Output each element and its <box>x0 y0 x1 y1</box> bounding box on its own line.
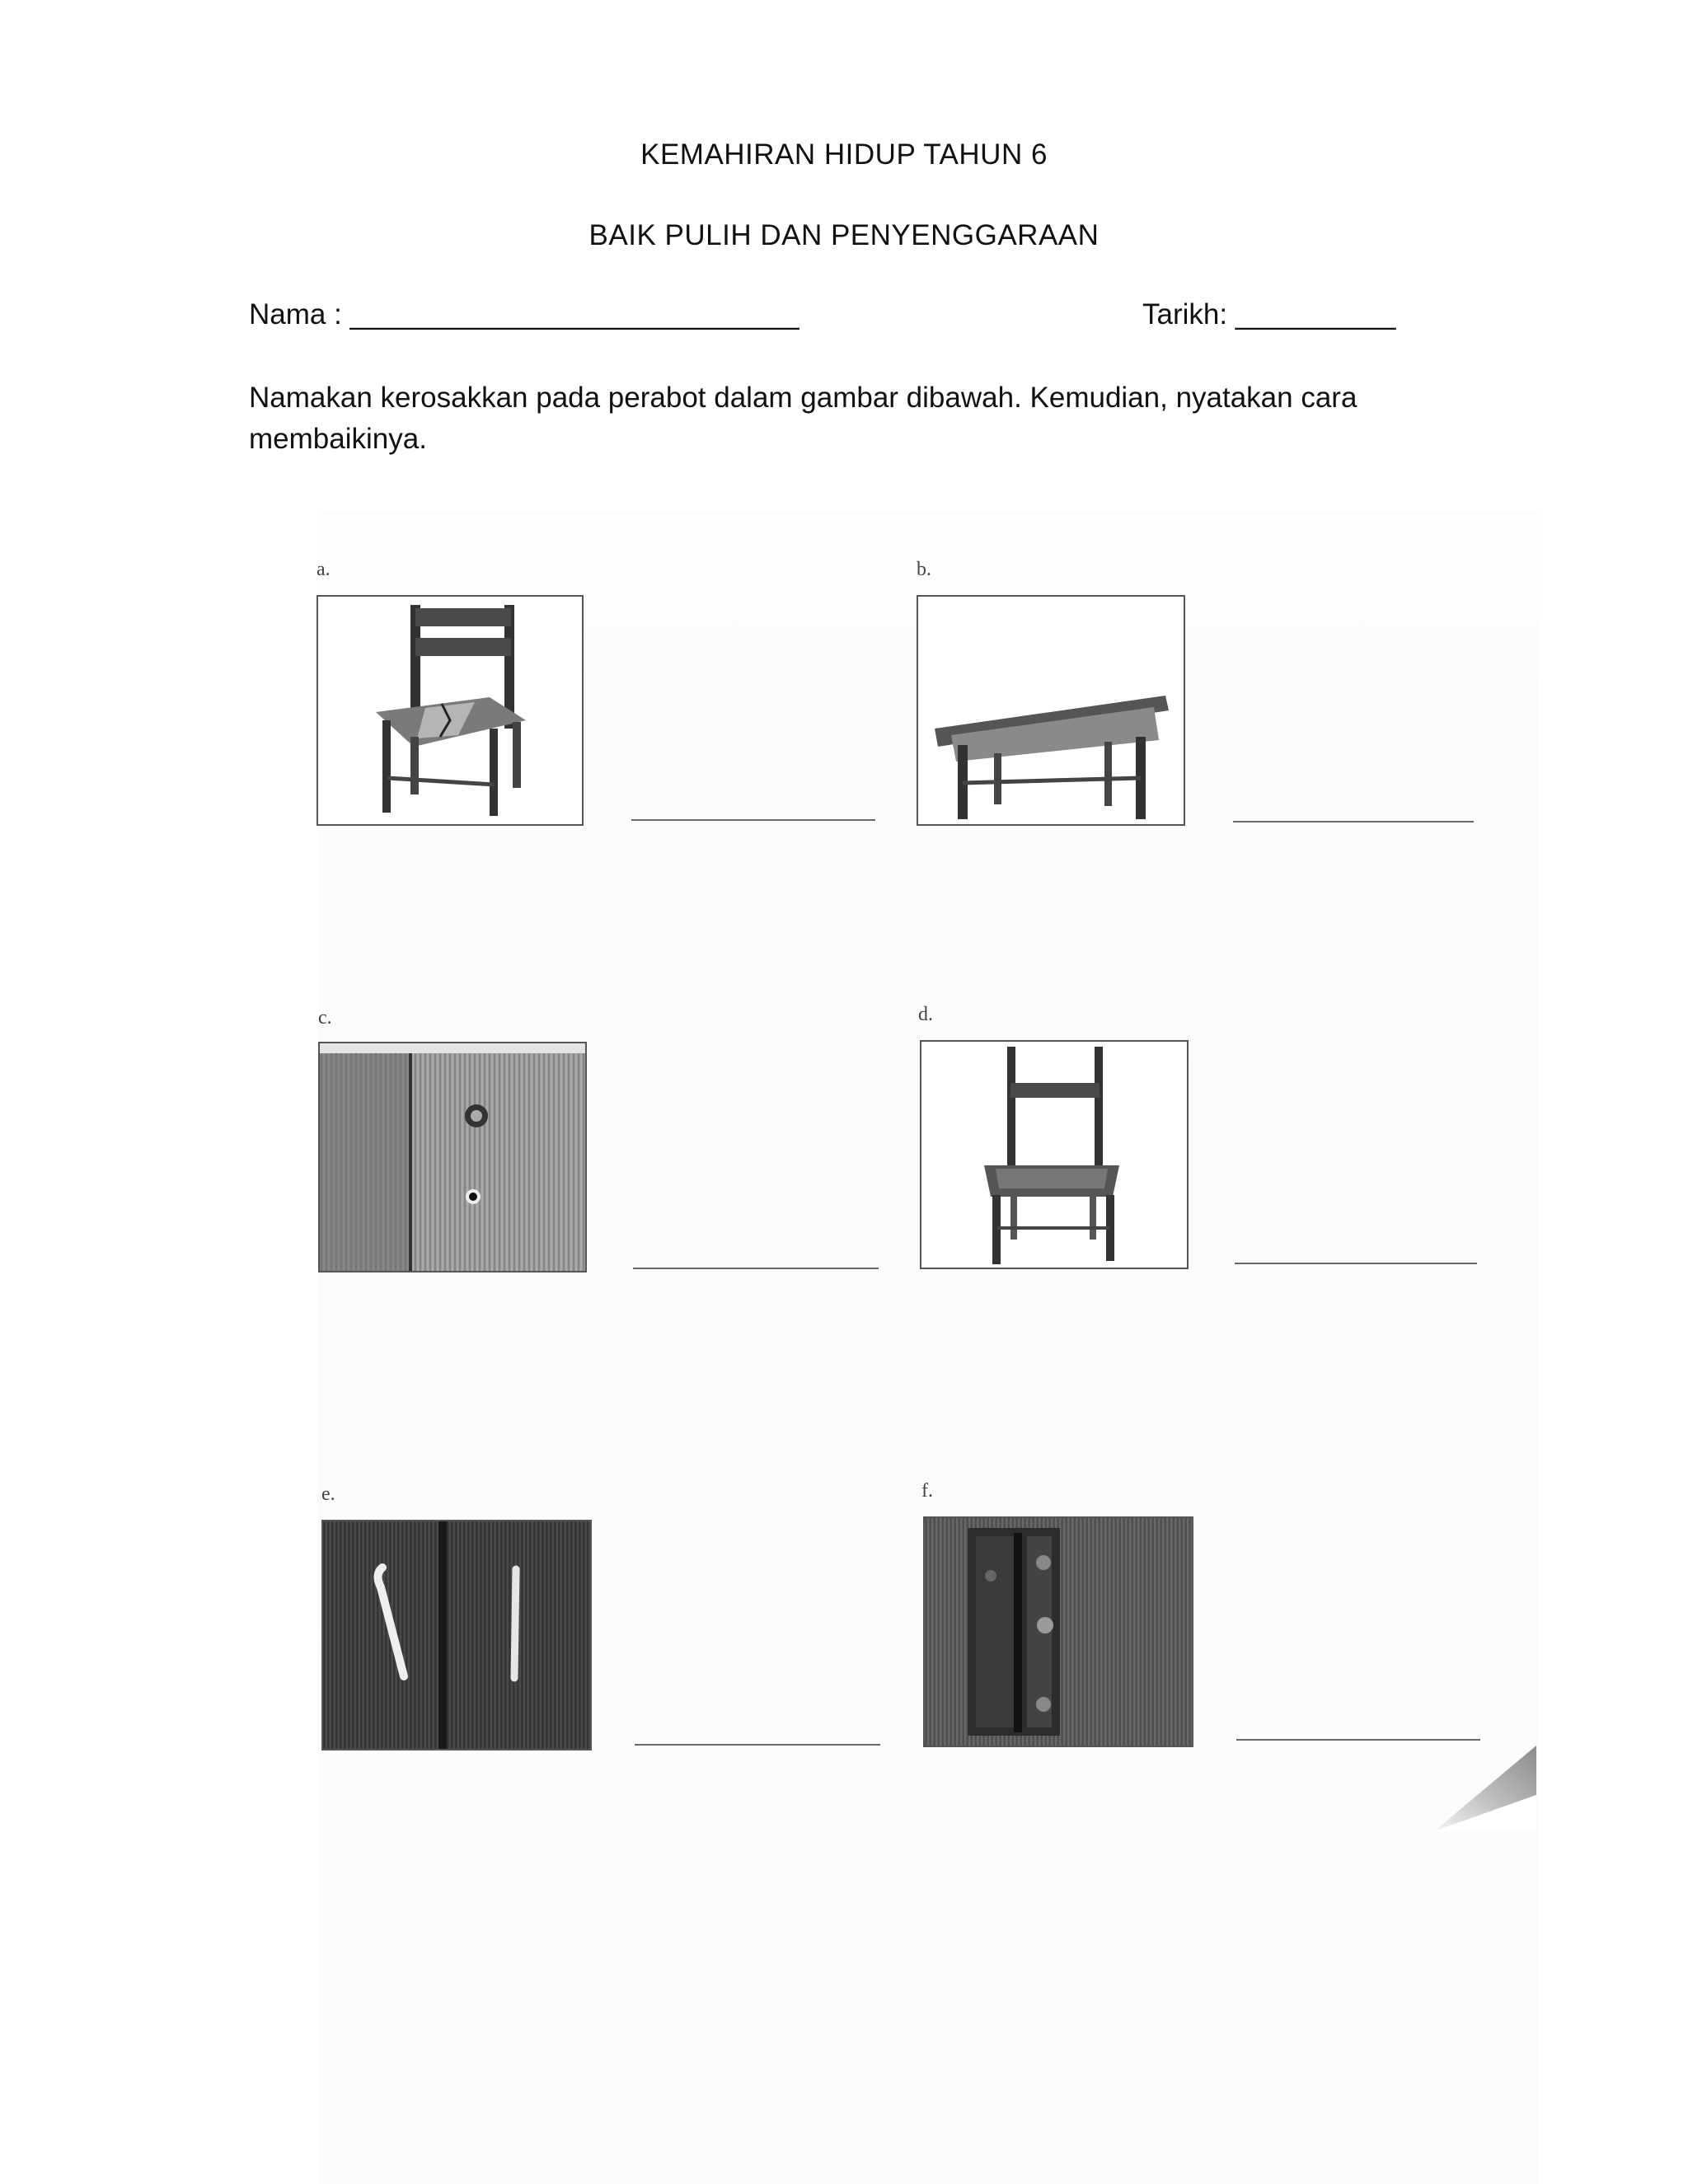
item-b-image <box>917 595 1185 826</box>
answer-line-c[interactable] <box>633 1268 879 1269</box>
item-f-label: f. <box>921 1480 933 1502</box>
answer-line-e[interactable] <box>635 1744 880 1746</box>
worksheet-subtitle: BAIK PULIH DAN PENYENGGARAAN <box>588 219 1100 251</box>
scratched-surface-icon <box>323 1521 590 1749</box>
instruction-text: Namakan kerosakkan pada perabot dalam gambar dibawah. Kemudian, nyatakan cara membaikinya. <box>249 382 1357 455</box>
hinge-icon <box>925 1518 1192 1746</box>
item-f-image <box>923 1516 1193 1747</box>
item-d-label: d. <box>918 1004 933 1025</box>
item-b-label: b. <box>917 559 931 580</box>
tilted-table-icon <box>918 597 1184 824</box>
item-c-image <box>318 1042 587 1272</box>
item-e-label: e. <box>321 1483 335 1505</box>
nama-field[interactable]: Nama : ____________________________ <box>249 298 799 330</box>
answer-line-b[interactable] <box>1233 821 1474 823</box>
item-a-label: a. <box>316 559 331 580</box>
answer-line-d[interactable] <box>1235 1263 1477 1264</box>
worksheet-title: KEMAHIRAN HIDUP TAHUN 6 <box>640 138 1048 171</box>
item-c-label: c. <box>318 1007 332 1029</box>
chair-icon <box>921 1042 1187 1268</box>
broken-seat-chair-icon <box>318 597 582 824</box>
page-curl-decoration <box>1434 1746 1536 1831</box>
answer-line-a[interactable] <box>631 819 875 821</box>
item-d-image <box>920 1040 1189 1269</box>
item-e-image <box>321 1520 592 1750</box>
tarikh-field[interactable]: Tarikh: __________ <box>1142 298 1396 330</box>
answer-line-f[interactable] <box>1236 1739 1480 1741</box>
screw-hole-wood-icon <box>320 1043 585 1271</box>
item-a-image <box>316 595 584 826</box>
